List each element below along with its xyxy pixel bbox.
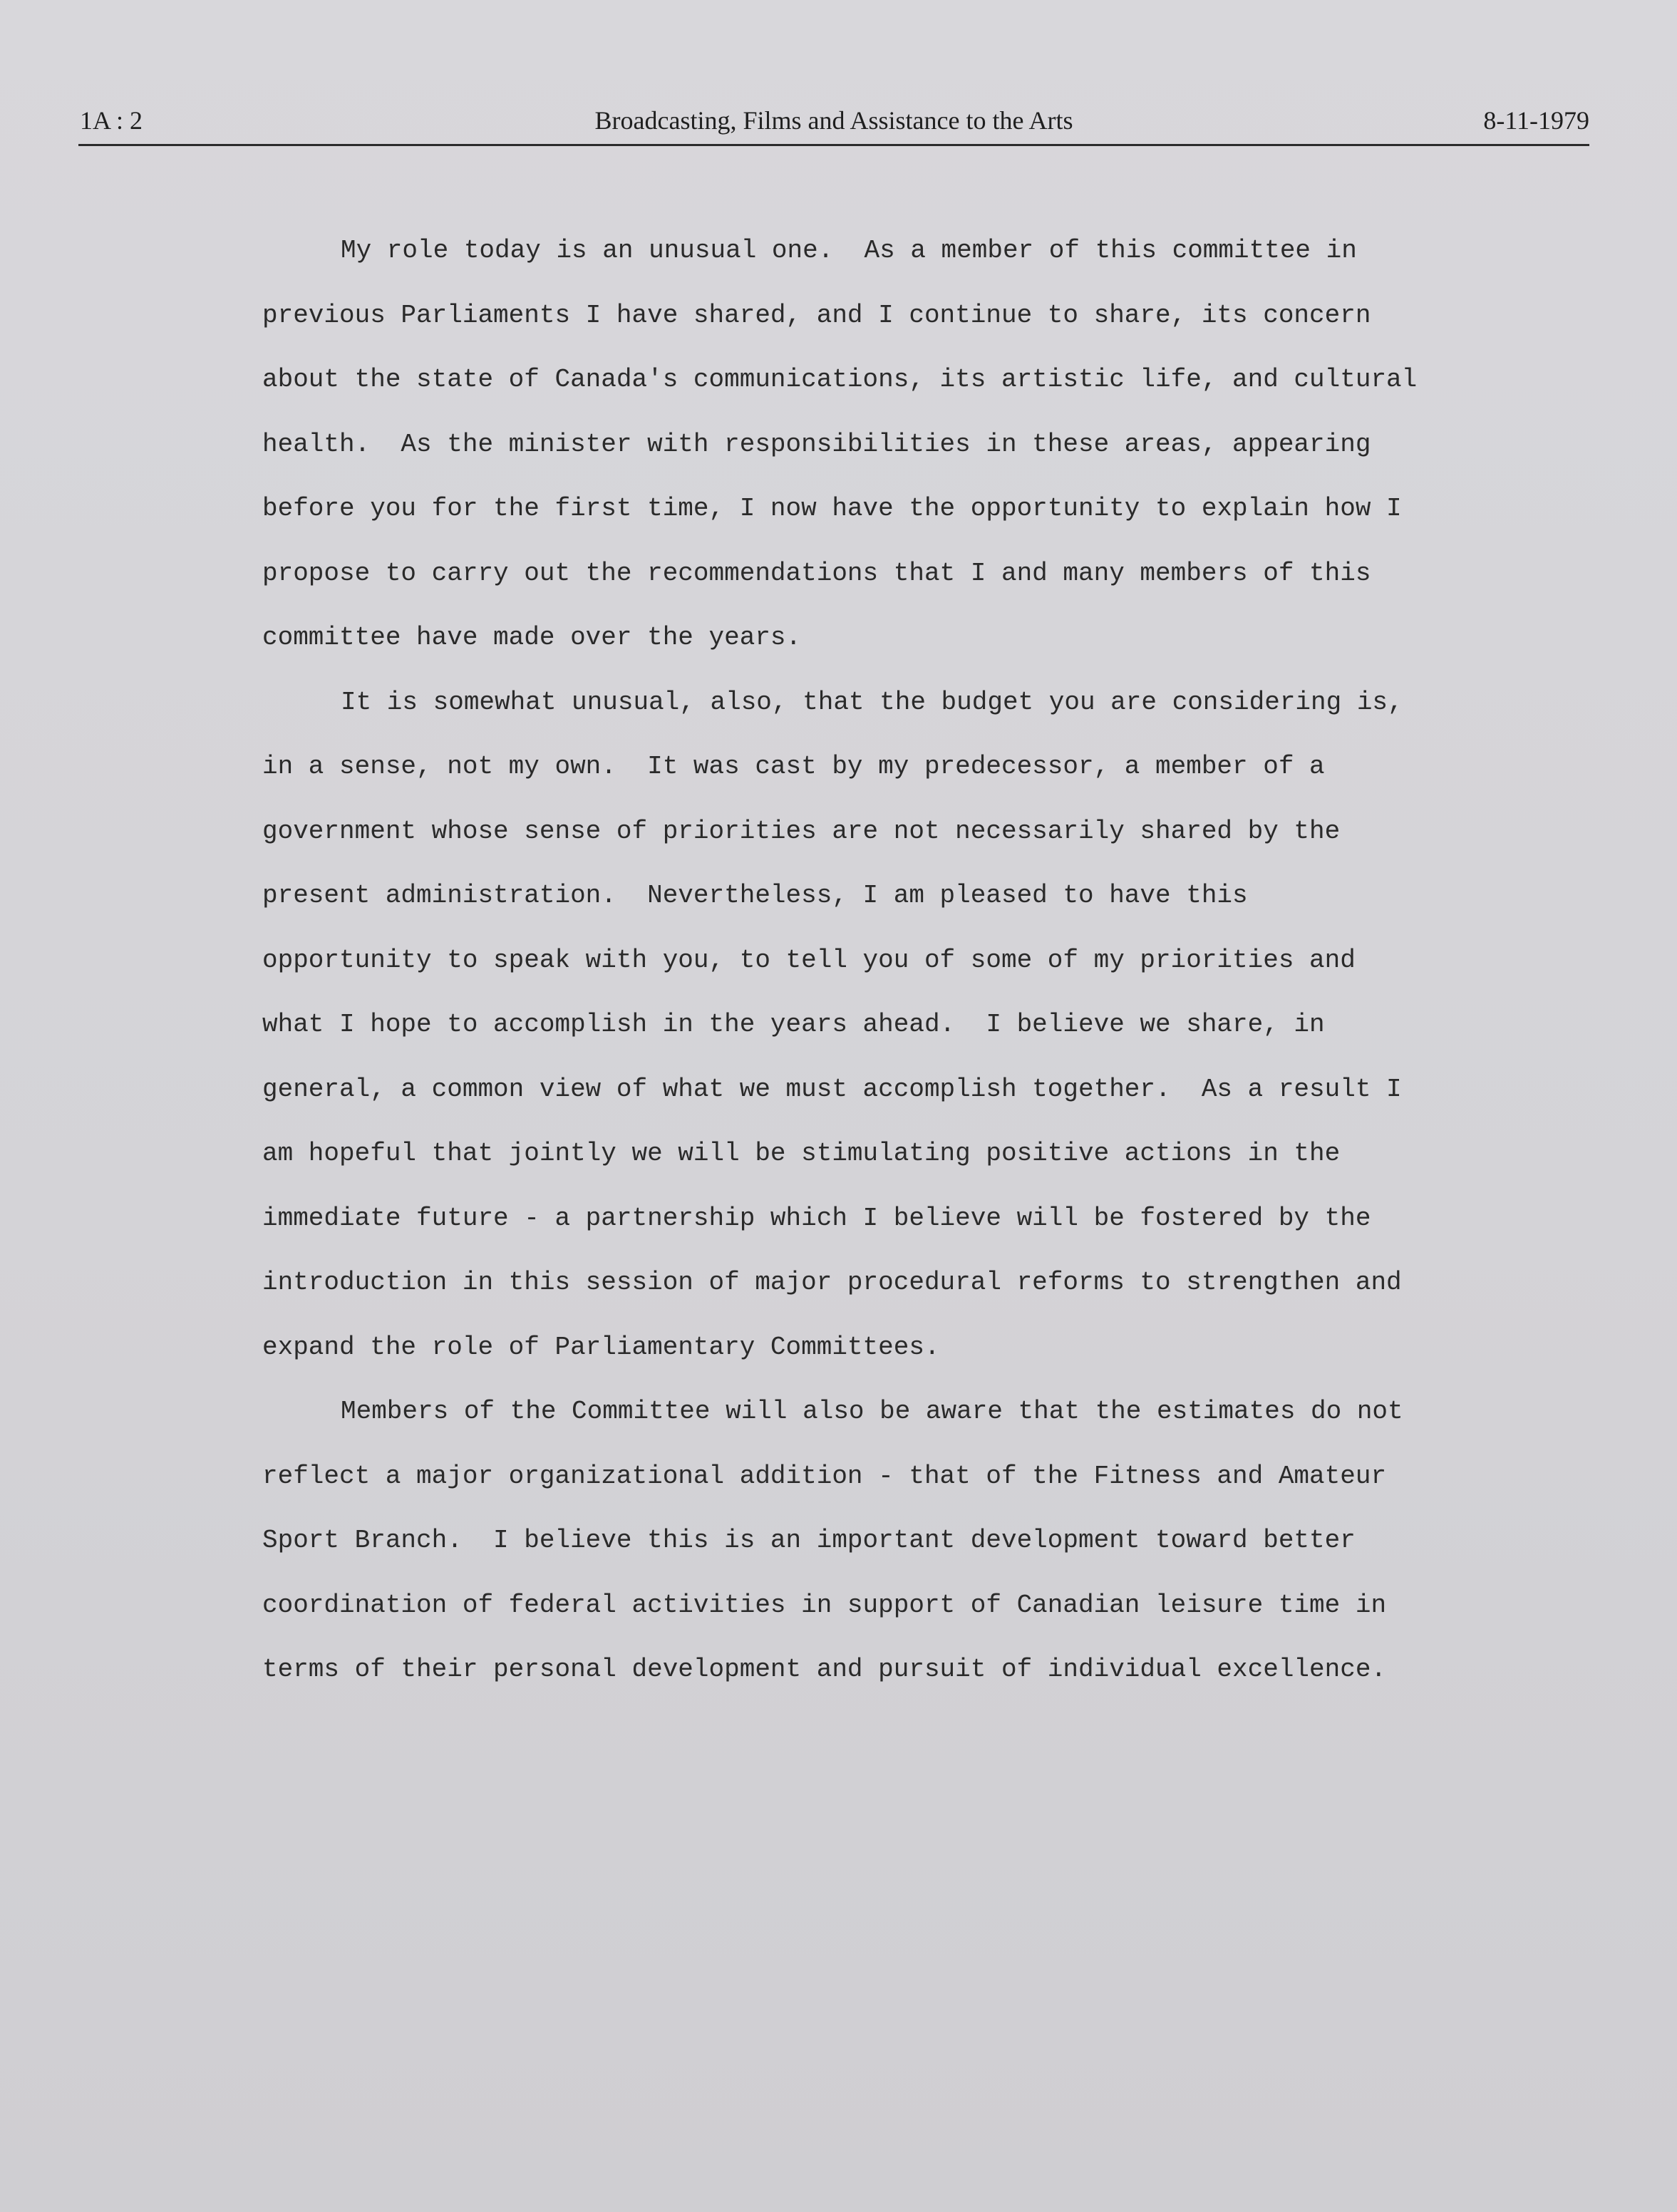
text-line: reflect a major organizational addition - that of the Fitness and Amateur xyxy=(262,1461,1387,1491)
text-line: terms of their personal development and pursuit of individual excellence. xyxy=(262,1655,1387,1684)
text-line: immediate future - a partnership which I believe will be fostered by the xyxy=(262,1203,1371,1233)
text-line: am hopeful that jointly we will be stimulating positive actions in the xyxy=(262,1139,1341,1168)
text-line: present administration. Nevertheless, I am pleased to have this xyxy=(262,881,1248,910)
text-line: Sport Branch. I believe this is an important development toward better xyxy=(262,1526,1356,1555)
text-line: My role today is an unusual one. As a member of this committee in xyxy=(341,236,1357,265)
paragraph xyxy=(262,1383,1517,1706)
text-line: propose to carry out the recommendations that I and many members of this xyxy=(262,558,1371,588)
text-line: government whose sense of priorities are not necessarily shared by the xyxy=(262,816,1341,846)
paragraph xyxy=(262,222,1517,674)
text-line: It is somewhat unusual, also, that the budget you are considering is, xyxy=(341,687,1403,717)
text-line: general, a common view of what we must accomplish together. As a result I xyxy=(262,1074,1402,1104)
text-line: expand the role of Parliamentary Committees. xyxy=(262,1332,940,1362)
header-date: 8-11-1979 xyxy=(1483,106,1589,135)
text-line: coordination of federal activities in support of Canadian leisure time in xyxy=(262,1590,1387,1620)
page-number: 1A : 2 xyxy=(80,106,143,135)
text-line: about the state of Canada's communications, its artistic life, and cultural xyxy=(262,365,1418,394)
text-line: committee have made over the years. xyxy=(262,623,802,652)
text-line: Members of the Committee will also be aware that the estimates do not xyxy=(341,1397,1403,1426)
header-title: Broadcasting, Films and Assistance to the Arts xyxy=(594,106,1073,135)
text-line: before you for the first time, I now have the opportunity to explain how I xyxy=(262,494,1402,523)
text-line: introduction in this session of major procedural reforms to strengthen and xyxy=(262,1268,1402,1297)
text-line: in a sense, not my own. It was cast by my predecessor, a member of a xyxy=(262,752,1325,781)
text-line: previous Parliaments I have shared, and I continue to share, its concern xyxy=(262,300,1371,330)
body-text xyxy=(262,222,1517,1706)
page-header xyxy=(78,100,1589,146)
paragraph xyxy=(262,674,1517,1384)
text-line: what I hope to accomplish in the years ahead. I believe we share, in xyxy=(262,1010,1325,1039)
text-line: health. As the minister with responsibilities in these areas, appearing xyxy=(262,429,1371,459)
text-line: opportunity to speak with you, to tell you of some of my priorities and xyxy=(262,945,1356,975)
